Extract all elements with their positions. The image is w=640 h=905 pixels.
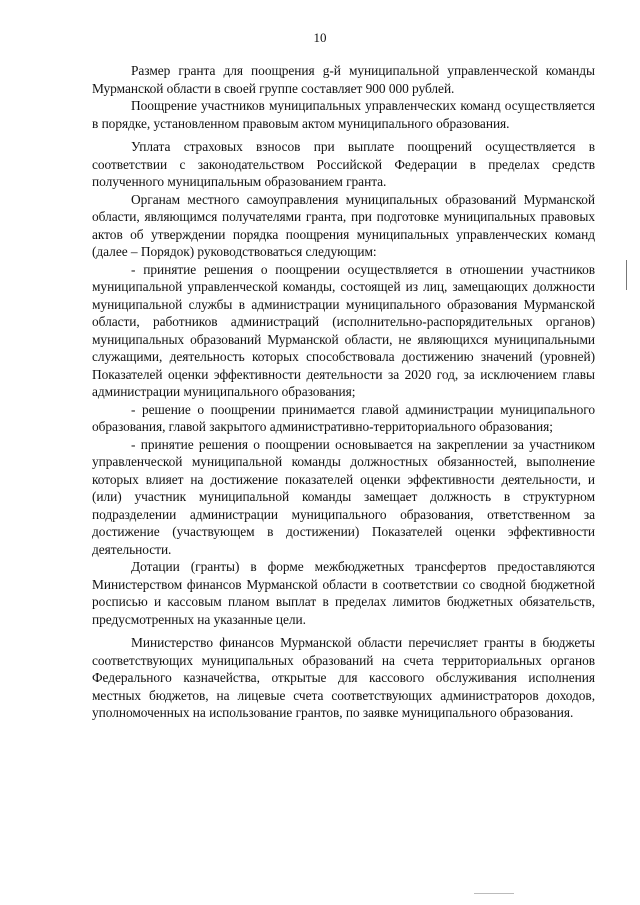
paragraph-grant-size: Размер гранта для поощрения g-й муниципальной управленческой команды Мурманской области в своей группе составляет 900 000 рублей. xyxy=(92,63,595,96)
page-number: 10 xyxy=(313,30,327,45)
paragraph-insurance: Уплата страховых взносов при выплате поощрений осуществляется в соответствии с законодательством Российской Федерации в пределах средств полученного муниципальным образованием гранта. xyxy=(92,139,595,189)
paragraph-local-authorities: Органам местного самоуправления муниципальных образований Мурманской области, являющимся получателями гранта, при подготовке муниципальных правовых актов об утверждении порядка поощрения муниципальных управленческих команд (далее – Порядок) руководствоваться следующим: xyxy=(92,191,595,259)
document-body xyxy=(92,62,595,722)
bottom-mark xyxy=(474,893,514,894)
margin-mark xyxy=(626,260,627,290)
list-item-decision-authority: - решение о поощрении принимается главой администрации муниципального образования, главой закрытого административно-территориального образования; xyxy=(92,401,595,434)
paragraph-incentive-procedure: Поощрение участников муниципальных управленческих команд осуществляется в порядке, установленном правовым актом муниципального образования. xyxy=(92,98,595,131)
paragraph-ministry-transfer: Министерство финансов Мурманской области перечисляет гранты в бюджеты соответствующих муниципальных образований на счета территориальных органов Федерального казначейства, открытые для кассового обслуживания исполнения местных бюджетов, на лицевые счета соответствующих администраторов доходов, уполномоченных на использование грантов, по заявке муниципального образования. xyxy=(92,635,595,720)
list-item-decision-basis: - принятие решения о поощрении основывается на закреплении за участником управленческой муниципальной команды должностных обязанностей, выполнение которых влияет на достижение показателей оценки эффективности деятельности, и (или) участник муниципальной команды замещает должность в структурном подразделении администрации муниципального образования, ответственном за достижение (участвующем в достижении) Показателей оценки эффективности деятельности. xyxy=(92,436,595,557)
paragraph-subsidies: Дотации (гранты) в форме межбюджетных трансфертов предоставляются Министерством финансов Мурманской области в соответствии со сводной бюджетной росписью и кассовым планом выплат в пределах лимитов бюджетных обязательств, предусмотренных на указанные цели. xyxy=(92,559,595,627)
list-item-decision-participants: - принятие решения о поощрении осуществляется в отношении участников муниципальной управленческой команды, состоящей из лиц, замещающих должности муниципальной службы в администрации муниципального образования Мурманской области, работников администраций (исполнительно-распорядительных органов) муниципальных образований Мурманской области, не являющихся муниципальными служащими, деятельность которых способствовала достижению значений (уровней) Показателей оценки эффективности деятельности за 2020 год, за исключением главы администрации муниципального образования; xyxy=(92,261,595,399)
